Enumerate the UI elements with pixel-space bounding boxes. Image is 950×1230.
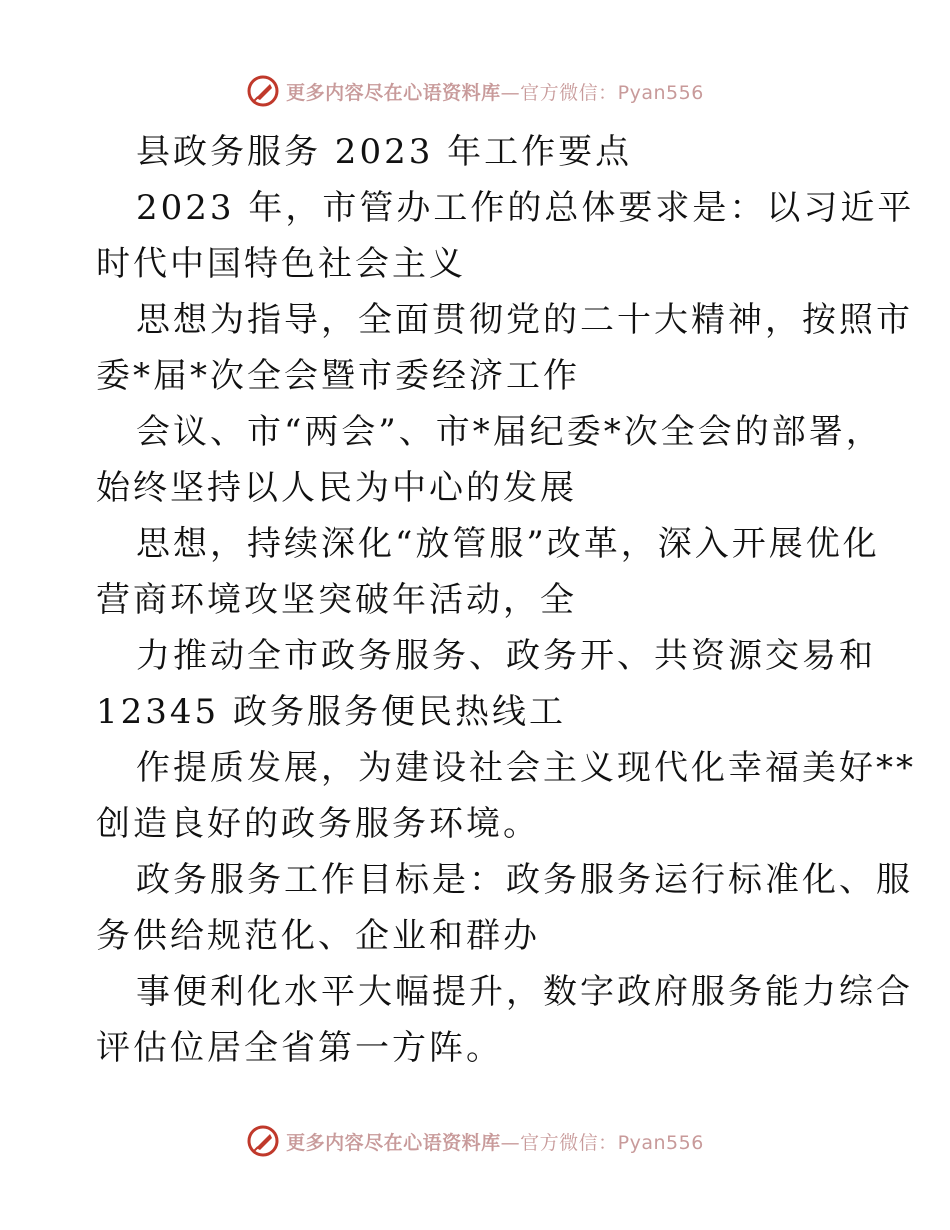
document-title: 县政务服务 2023 年工作要点: [136, 132, 633, 172]
paragraph-line: 政务服务工作目标是：政务服务运行标准化、服: [136, 860, 913, 900]
document-body: [96, 124, 916, 1076]
quill-logo-icon: [246, 74, 280, 108]
watermark-main: 更多内容尽在心语资料库: [286, 81, 501, 104]
paragraph-line: 始终坚持以人民为中心的发展: [96, 468, 577, 508]
watermark-footer: [0, 1121, 950, 1161]
paragraph-line: 时代中国特色社会主义: [96, 244, 466, 284]
paragraph-line: 2023 年，市管办工作的总体要求是：以习近平: [136, 188, 915, 228]
paragraph-line: 创造良好的政务服务环境。: [96, 804, 540, 844]
watermark-text: [286, 78, 704, 105]
watermark-main: 更多内容尽在心语资料库: [286, 1131, 501, 1154]
watermark-contact: 官方微信：Pyan556: [520, 1131, 704, 1154]
paragraph-line: 力推动全市政务服务、政务开、共资源交易和: [136, 636, 876, 676]
paragraph-line: 务供给规范化、企业和群办: [96, 916, 540, 956]
paragraph-line: 会议、市“两会”、市*届纪委*次全会的部署，: [136, 412, 883, 452]
paragraph-line: 营商环境攻坚突破年活动，全: [96, 580, 577, 620]
watermark-contact: 官方微信：Pyan556: [520, 81, 704, 104]
paragraph-line: 思想，持续深化“放管服”改革，深入开展优化: [136, 524, 880, 564]
paragraph-line: 委*届*次全会暨市委经济工作: [96, 356, 580, 396]
watermark-dash: —: [500, 81, 521, 104]
watermark-header: [0, 71, 950, 111]
paragraph-line: 作提质发展，为建设社会主义现代化幸福美好**: [136, 748, 916, 788]
paragraph-line: 事便利化水平大幅提升，数字政府服务能力综合: [136, 972, 913, 1012]
paragraph-line: 思想为指导，全面贯彻党的二十大精神，按照市: [136, 300, 913, 340]
paragraph-line: 评估位居全省第一方阵。: [96, 1028, 503, 1068]
watermark-text: [286, 1128, 704, 1155]
watermark-dash: —: [500, 1131, 521, 1154]
quill-logo-icon: [246, 1124, 280, 1158]
paragraph-line: 12345 政务服务便民热线工: [96, 692, 566, 732]
